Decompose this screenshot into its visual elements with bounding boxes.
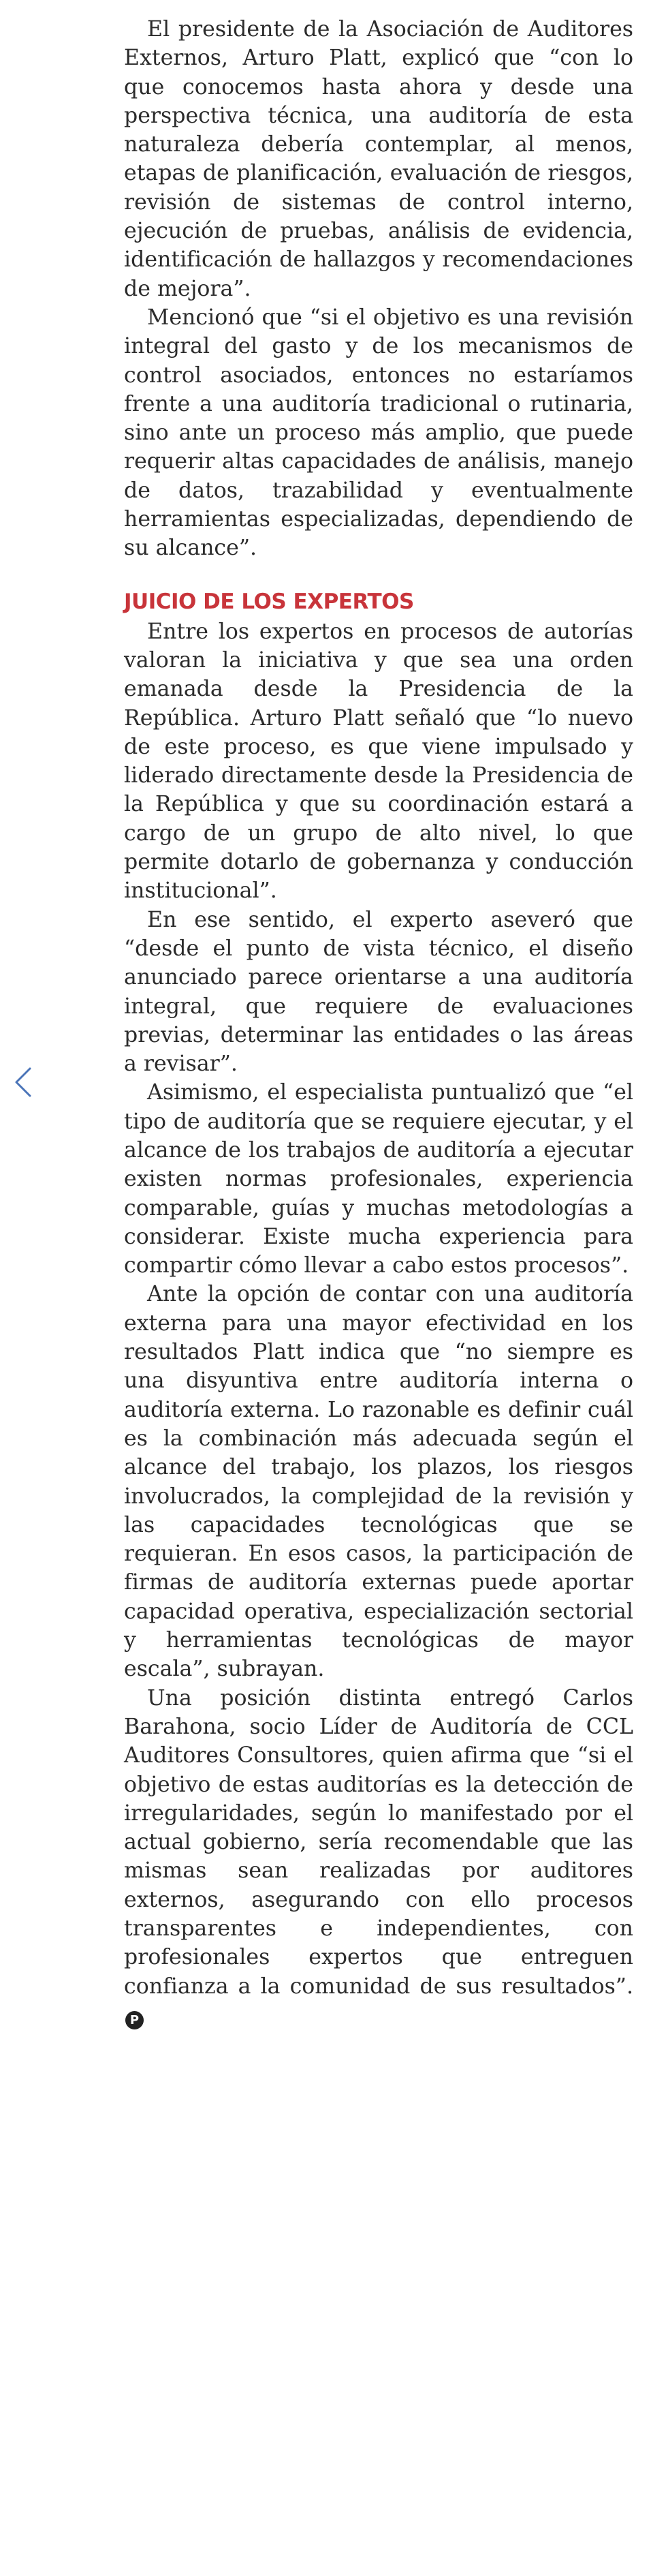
final-paragraph-text: Una posición distinta entregó Carlos Barahona, socio Líder de Auditoría de CCL Auditores Consultores, quien afirma que “si el objetivo de estas auditorías es la detección de irregularidades, según lo manifestado por el actual gobierno, sería recomendable que las mismas sean realizadas por auditores externos, asegurando con ello procesos transparentes e independientes, con profesionales expertos que entreguen confianza a la comunidad de sus resultados”. — [124, 1685, 633, 1999]
paragraph: En ese sentido, el experto aseveró que “desde el punto de vista técnico, el diseño anunciado parece orientarse a una auditoría integral, que requiere de evaluaciones previas, determinar las entidades o las áreas a revisar”. — [124, 907, 633, 1077]
final-paragraph — [124, 1684, 633, 2030]
paragraph: Ante la opción de contar con una auditoría externa para una mayor efectividad en los resultados Platt indica que “no siempre es una disyuntiva entre auditoría interna o auditoría externa. Lo razonable es definir cuál es la combinación más adecuada según el alcance del trabajo, los plazos, los riesgos involucrados, la complejidad de la revisión y las capacidades tecnológicas que se requieran. En esos casos, la participación de firmas de auditoría externas puede aportar capacidad operativa, especialización sectorial y herramientas tecnológicas de mayor escala”, subrayan. — [124, 1282, 633, 1682]
paragraph: Asimismo, el especialista puntualizó que “el tipo de auditoría que se requiere ejecutar, y el alcance de los trabajos de auditoría a ejecutar existen normas profesionales, experiencia comparable, guías y muchas metodologías a considerar. Existe mucha experiencia para compartir cómo llevar a cabo estos procesos”. — [124, 1080, 633, 1278]
paragraph: Entre los expertos en procesos de autorías valoran la iniciativa y que sea una orden emanada desde la Presidencia de la República. Arturo Platt señaló que “lo nuevo de este proceso, es que viene impulsado y liderado directamente desde la Presidencia de la República y que su coordinación estará a cargo de un grupo de alto nivel, lo que permite dotarlo de gobernanza y conducción institucional”. — [124, 619, 633, 904]
end-mark-icon: P — [125, 2011, 144, 2029]
paragraph: El presidente de la Asociación de Auditores Externos, Arturo Platt, explicó que “con lo que conocemos hasta ahora y desde una perspectiva técnica, una auditoría de esta naturaleza debería contemplar, al menos, etapas de planificación, evaluación de riesgos, revisión de sistemas de control interno, ejecución de pruebas, análisis de evidencia, identificación de hallazgos y recomendaciones de mejora”. — [124, 17, 633, 301]
article-body — [124, 15, 633, 2029]
chevron-left-icon[interactable] — [10, 1066, 37, 1099]
section-heading: JUICIO DE LOS EXPERTOS — [124, 589, 414, 614]
paragraph: Mencionó que “si el objetivo es una revisión integral del gasto y de los mecanismos de control asociados, entonces no estaríamos frente a una auditoría tradicional o rutinaria, sino ante un proceso más amplio, que puede requerir altas capacidades de análisis, manejo de datos, trazabilidad y eventualmente herramientas especializadas, dependiendo de su alcance”. — [124, 305, 633, 561]
